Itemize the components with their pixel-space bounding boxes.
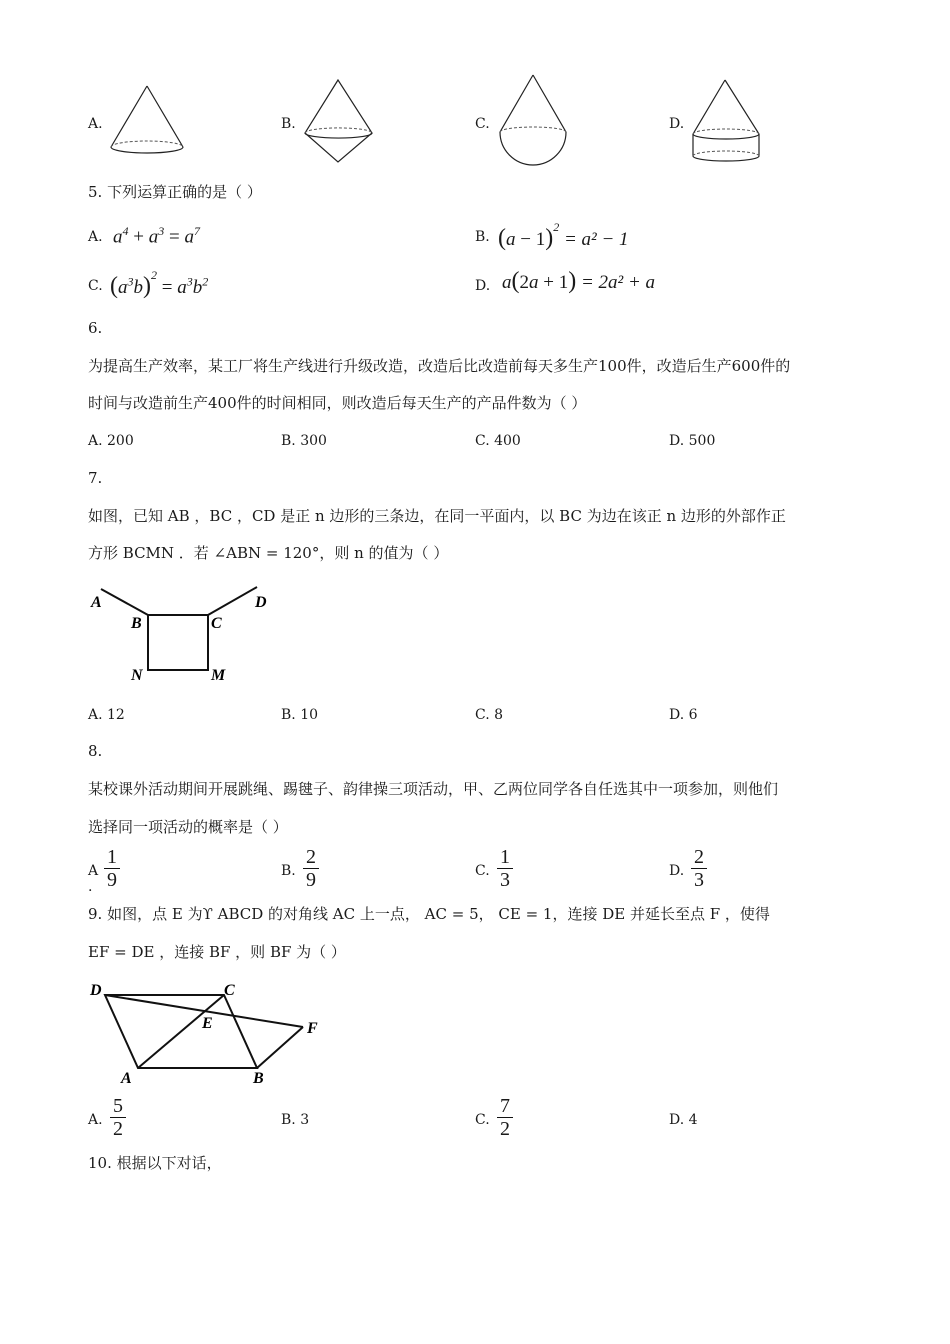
q7-label-d: D bbox=[255, 594, 267, 611]
q7-number: 7. bbox=[88, 469, 103, 487]
q5-option-d-label: D. bbox=[475, 278, 491, 294]
q5-option-d-rhs: = 2a² + a bbox=[580, 272, 656, 293]
q9-option-a-fraction: $\frac{5}{2}$ bbox=[110, 1095, 126, 1140]
q9-option-a-label: A. bbox=[88, 1112, 103, 1128]
q7-label-a: A bbox=[91, 594, 102, 611]
q7-stem-line-2: 方形 BCMN ．若 ∠ABN = 120°，则 n 的值为（ ） bbox=[88, 544, 449, 562]
q5-option-c-expression: $(a^3b)^2 = a^3b^2$ bbox=[110, 268, 209, 299]
q6-stem-line-1: 为提高生产效率，某工厂将生产线进行升级改造，改造后比改造前每天多生产100件，改造后生产600件的 bbox=[88, 357, 791, 375]
q9-stem-line-1: 9. 如图，点 E 为ϒ ABCD 的对角线 AC 上一点， AC = 5， CE = 1，连接 DE 并延长至点 F ，使得 bbox=[88, 905, 770, 923]
q7-label-m: M bbox=[211, 667, 226, 684]
q6-option-c: C. 400 bbox=[475, 433, 521, 449]
q6-option-d: D. 500 bbox=[669, 433, 716, 449]
q5-option-d-expression: a(2a + 1) = 2a² + a bbox=[502, 268, 656, 294]
q8-stem-line-2: 选择同一项活动的概率是（ ） bbox=[88, 818, 288, 836]
q7-label-n: N bbox=[131, 667, 143, 684]
q8-option-a-label: A bbox=[88, 863, 99, 879]
q5-option-a-expression: $a^4 + a^3 = a^7$ bbox=[113, 224, 200, 248]
q9-stem-line-2: EF = DE ，连接 BF ，则 BF 为（ ） bbox=[88, 943, 346, 961]
q7-option-d: D. 6 bbox=[669, 707, 698, 723]
q7-label-c: C bbox=[211, 615, 222, 632]
q4-figure-a-cone bbox=[105, 84, 190, 159]
q7-option-a: A. 12 bbox=[88, 707, 125, 723]
q5-stem: 5. 下列运算正确的是（ ） bbox=[88, 183, 262, 201]
q4-option-a-label: A. bbox=[88, 116, 103, 132]
q9-label-a: A bbox=[121, 1070, 132, 1087]
q4-option-d-label: D. bbox=[669, 116, 685, 132]
q4-option-b-label: B. bbox=[281, 116, 296, 132]
q7-figure-polygon-square bbox=[85, 582, 280, 688]
q8-option-b-fraction: $\frac{2}{9}$ bbox=[303, 846, 319, 891]
q10-stem: 10. 根据以下对话， bbox=[88, 1154, 222, 1172]
q8-option-d-label: D. bbox=[669, 863, 685, 879]
q4-figure-b-double-cone bbox=[300, 78, 380, 168]
q5-option-b-label: B. bbox=[475, 229, 490, 245]
q5-option-c-label: C. bbox=[88, 278, 103, 294]
q7-option-b: B. 10 bbox=[281, 707, 319, 723]
q9-option-c-label: C. bbox=[475, 1112, 490, 1128]
q9-option-b: B. 3 bbox=[281, 1112, 310, 1128]
q8-option-a-fraction: $\frac{1}{9}$ bbox=[104, 846, 120, 891]
q8-stem-line-1: 某校课外活动期间开展跳绳、踢毽子、韵律操三项活动，甲、乙两位同学各自任选其中一项参加，则他们 bbox=[88, 780, 779, 798]
q8-option-a-dot: . bbox=[88, 879, 93, 895]
q4-figure-c-cone-hemisphere bbox=[496, 72, 576, 177]
q9-label-c: C bbox=[224, 982, 235, 999]
q8-option-b-label: B. bbox=[281, 863, 296, 879]
q4-option-c-label: C. bbox=[475, 116, 490, 132]
q9-label-e: E bbox=[202, 1015, 213, 1032]
q8-number: 8. bbox=[88, 742, 103, 760]
q8-option-c-label: C. bbox=[475, 863, 490, 879]
q5-option-b-rhs: = a² − 1 bbox=[563, 229, 629, 250]
q9-figure-parallelogram bbox=[85, 975, 330, 1090]
q5-option-b-expression: $(a - 1)^2 = a^2 - 1$ bbox=[498, 220, 629, 251]
q9-option-d: D. 4 bbox=[669, 1112, 698, 1128]
q5-option-a-label: A. bbox=[88, 229, 103, 245]
q4-figure-d-cone-cylinder bbox=[688, 77, 768, 167]
q6-stem-line-2: 时间与改造前生产400件的时间相同，则改造后每天生产的产品件数为（ ） bbox=[88, 394, 587, 412]
q9-label-b: B bbox=[253, 1070, 264, 1087]
q7-label-b: B bbox=[131, 615, 142, 632]
q9-label-f: F bbox=[307, 1020, 318, 1037]
q8-option-c-fraction: $\frac{1}{3}$ bbox=[497, 846, 513, 891]
q9-label-d: D bbox=[90, 982, 102, 999]
q6-option-a: A. 200 bbox=[88, 433, 134, 449]
q6-option-b: B. 300 bbox=[281, 433, 327, 449]
q7-option-c: C. 8 bbox=[475, 707, 504, 723]
q7-stem-line-1: 如图，已知 AB ，BC ，CD 是正 n 边形的三条边，在同一平面内，以 BC 为边在该正 n 边形的外部作正 bbox=[88, 507, 786, 525]
q8-option-d-fraction: $\frac{2}{3}$ bbox=[691, 846, 707, 891]
q6-number: 6. bbox=[88, 319, 103, 337]
q9-option-c-fraction: $\frac{7}{2}$ bbox=[497, 1095, 513, 1140]
